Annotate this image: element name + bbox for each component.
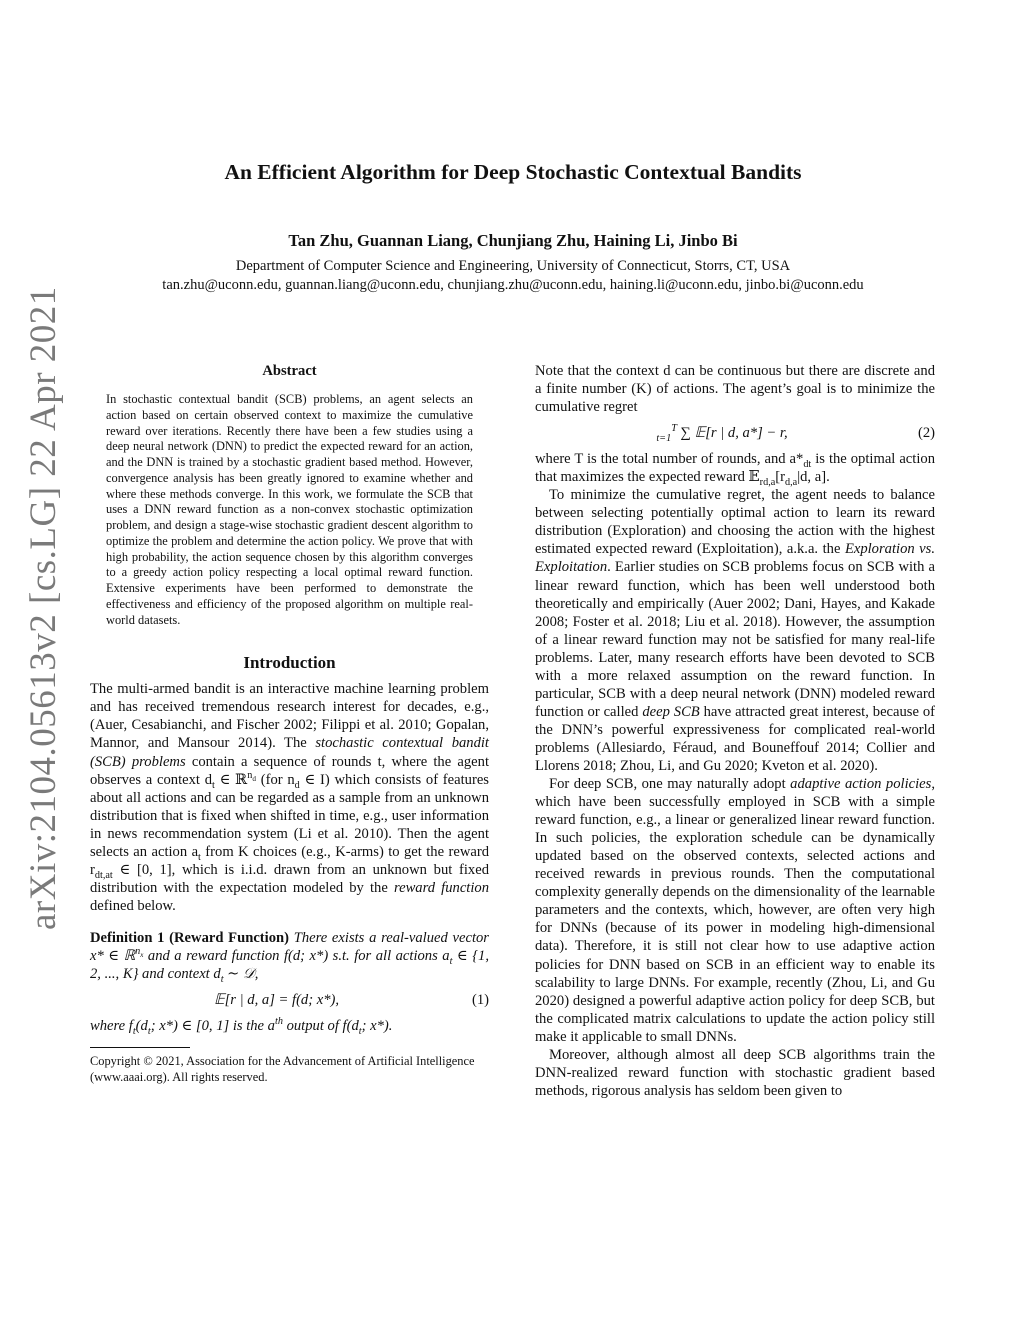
paper-title: An Efficient Algorithm for Deep Stochastic Contextual Bandits bbox=[224, 160, 802, 184]
equation-1-number: (1) bbox=[471, 992, 489, 1009]
deep-scb-term: deep SCB bbox=[642, 703, 700, 720]
reward-function-term: reward function bbox=[393, 879, 489, 896]
department-line: Department of Computer Science and Engineering, University of Connecticut, Storrs, CT, USA bbox=[235, 258, 791, 274]
equation-1-expression: 𝔼[r | d, a] = f(d; x*), bbox=[213, 992, 340, 1009]
right-paragraph-1: Note that the context d can be continuous but there are discrete and a finite number (K) of actions. The agent’s goal is to minimize the cumulative regret bbox=[535, 363, 935, 416]
email-line: tan.zhu@uconn.edu, guannan.liang@uconn.edu, chunjiang.zhu@uconn.edu, haining.li@uconn.edu, jinbo.bi@uconn.edu bbox=[162, 277, 864, 293]
introduction-heading: Introduction bbox=[243, 653, 336, 673]
right-paragraph-4: For deep SCB, one may naturally adopt adaptive action policies, which have been successfully employed in SCB with a simple reward function, e.g., a linear or generalized linear reward function. In such policies, the exploration schedule can be dynamically updated based on the observed contexts, selected actions and received rewards in previous rounds. Then the computational complexity generally depends on the dimensionality of the learnable parameters and the contexts, which, however, are often very high for DNNs (because of its power in modeling high-dimensional data). Therefore, it is still not clear how to use adaptive action policies for DNN based on SCB in an efficient way to enable its scalability to large DNNs. For example, recently (Zhou, Li, and Gu 2020) designed a powerful adaptive action policy for deep SCB, but the complicated matrix calculations to update the action policy still make it applicable to small DNNs. bbox=[535, 776, 935, 1045]
abstract-text: In stochastic contextual bandit (SCB) problems, an agent selects an action based on certain observed context to maximize the cumulative reward over iterations. Recently there have been a few studies using a deep neural network (DNN) to predict the expected reward for an action, and the DNN is trained by a stochastic gradient based method. However, convergence analysis has been greatly ignored to examine whether and where these methods converge. In this work, we formulate the SCB that uses a DNN reward function as a non-convex stochastic optimization problem, and design a stage-wise stochastic gradient descent algorithm to optimize the problem and determine the action policy. We prove that with high probability, the action sequence chosen by this algorithm converges to a greedy action policy respecting a local optimal reward function. Extensive experiments have been performed to demonstrate the effectiveness and efficiency of the proposed algorithm on multiple real-world datasets. bbox=[106, 392, 473, 627]
footnote-divider bbox=[90, 1047, 190, 1048]
affiliation-block bbox=[60, 257, 966, 295]
right-paragraph-2: where T is the total number of rounds, and $a*_{dt}$ is the optimal action that maximizes the expected reward $𝔼_{rd,a}[r_{d,a}|d$, a]. bbox=[535, 451, 935, 489]
right-paragraph-3: To minimize the cumulative regret, the agent needs to balance between selecting potentially optimal action to learn its reward distribution (Exploration) and choosing the action with the highest estimated expected reward (Exploitation), a.k.a. the Exploration vs. Exploitation. Earlier studies on SCB problems focus on SCB with a linear reward function, which has been well understood both theoretically and empirically (Auer 2002; Dani, Hayes, and Kakade 2008; Foster et al. 2018; Liu et al. 2018). However, the assumption of a linear reward function may not be satisfied for many real-life problems. Later, many research efforts have been devoted to SCB with a more relaxed assumption on the reward function. In particular, SCB with a deep neural network (DNN) modeled reward function or called deep SCB have attracted great interest, because of the DNN’s powerful expressiveness for complicated real-world problems (Allesiardo, Féraud, and Bouneffouf 2014; Collier and Llorens 2018; Zhou, Li, and Gu 2020; Kveton et al. 2020). bbox=[535, 487, 936, 774]
definition-1: Definition 1 (Reward Function) There exists a real-valued vector x* ∈ ℝ$^{n_x}$ and a reward function f(d; x*) s.t. for all actions $a_t$ ∈ {1, 2, ..., K} and context $d_t$ ∼ 𝒟, bbox=[90, 929, 489, 985]
right-paragraph-5: Moreover, although almost all deep SCB algorithms train the DNN-realized reward function with stochastic gradient based methods, rigorous analysis has seldom been given to bbox=[535, 1046, 935, 1099]
arxiv-identifier-stamp[interactable]: arXiv:2104.05613v2 [cs.LG] 22 Apr 2021 bbox=[23, 286, 64, 930]
adaptive-action-policies-term: adaptive action policies bbox=[790, 776, 932, 793]
definition-where-clause: where $f_t(d_t$; x*) ∈ [0, 1] is the $a^{th}$ output of $f(d_t$; x*). bbox=[90, 1016, 393, 1038]
scb-term: stochastic contextual bandit (SCB) problems bbox=[90, 735, 489, 770]
abstract-heading: Abstract bbox=[262, 363, 317, 379]
equation-2-expression: $_{t=1}^T$ ∑ 𝔼[r | d, a*] − r, bbox=[656, 423, 788, 445]
author-list: Tan Zhu, Guannan Liang, Chunjiang Zhu, Haining Li, Jinbo Bi bbox=[288, 231, 738, 250]
copyright-footnote: Copyright © 2021, Association for the Advancement of Artificial Intelligence (www.aaai.org). All rights reserved. bbox=[90, 1054, 475, 1084]
equation-1 bbox=[90, 991, 489, 1009]
equation-2 bbox=[535, 423, 935, 445]
equation-2-number: (2) bbox=[917, 425, 935, 442]
left-column bbox=[90, 362, 489, 1085]
intro-paragraph-1: The multi-armed bandit is an interactive machine learning problem and has received tremendous research interest for decades, e.g., (Auer, Cesabianchi, and Fischer 2002; Filippi et al. 2010; Gopalan, Mannor, and Mansour 2014). The stochastic contextual bandit (SCB) problems contain a sequence of rounds t, where the agent observes a context $d_t$ ∈ ℝ$^{n_d}$ (for $n_d$ ∈ I) which consists of features about all actions and can be regarded as a sample from an unknown distribution that is fixed when shifted in time, e.g., user information in news recommendation system (Li et al. 2010). Then the agent selects an action $a_t$ from K choices (e.g., K-arms) to get the reward $r_{dt,at}$ ∈ [0, 1], which is i.i.d. drawn from an unknown but fixed distribution with the expectation modeled by the reward function defined below. bbox=[90, 681, 489, 914]
right-column bbox=[535, 362, 935, 1100]
definition-label: Definition 1 (Reward Function) bbox=[90, 929, 289, 946]
exploration-exploitation-term: Exploration vs. Exploitation bbox=[535, 541, 935, 576]
